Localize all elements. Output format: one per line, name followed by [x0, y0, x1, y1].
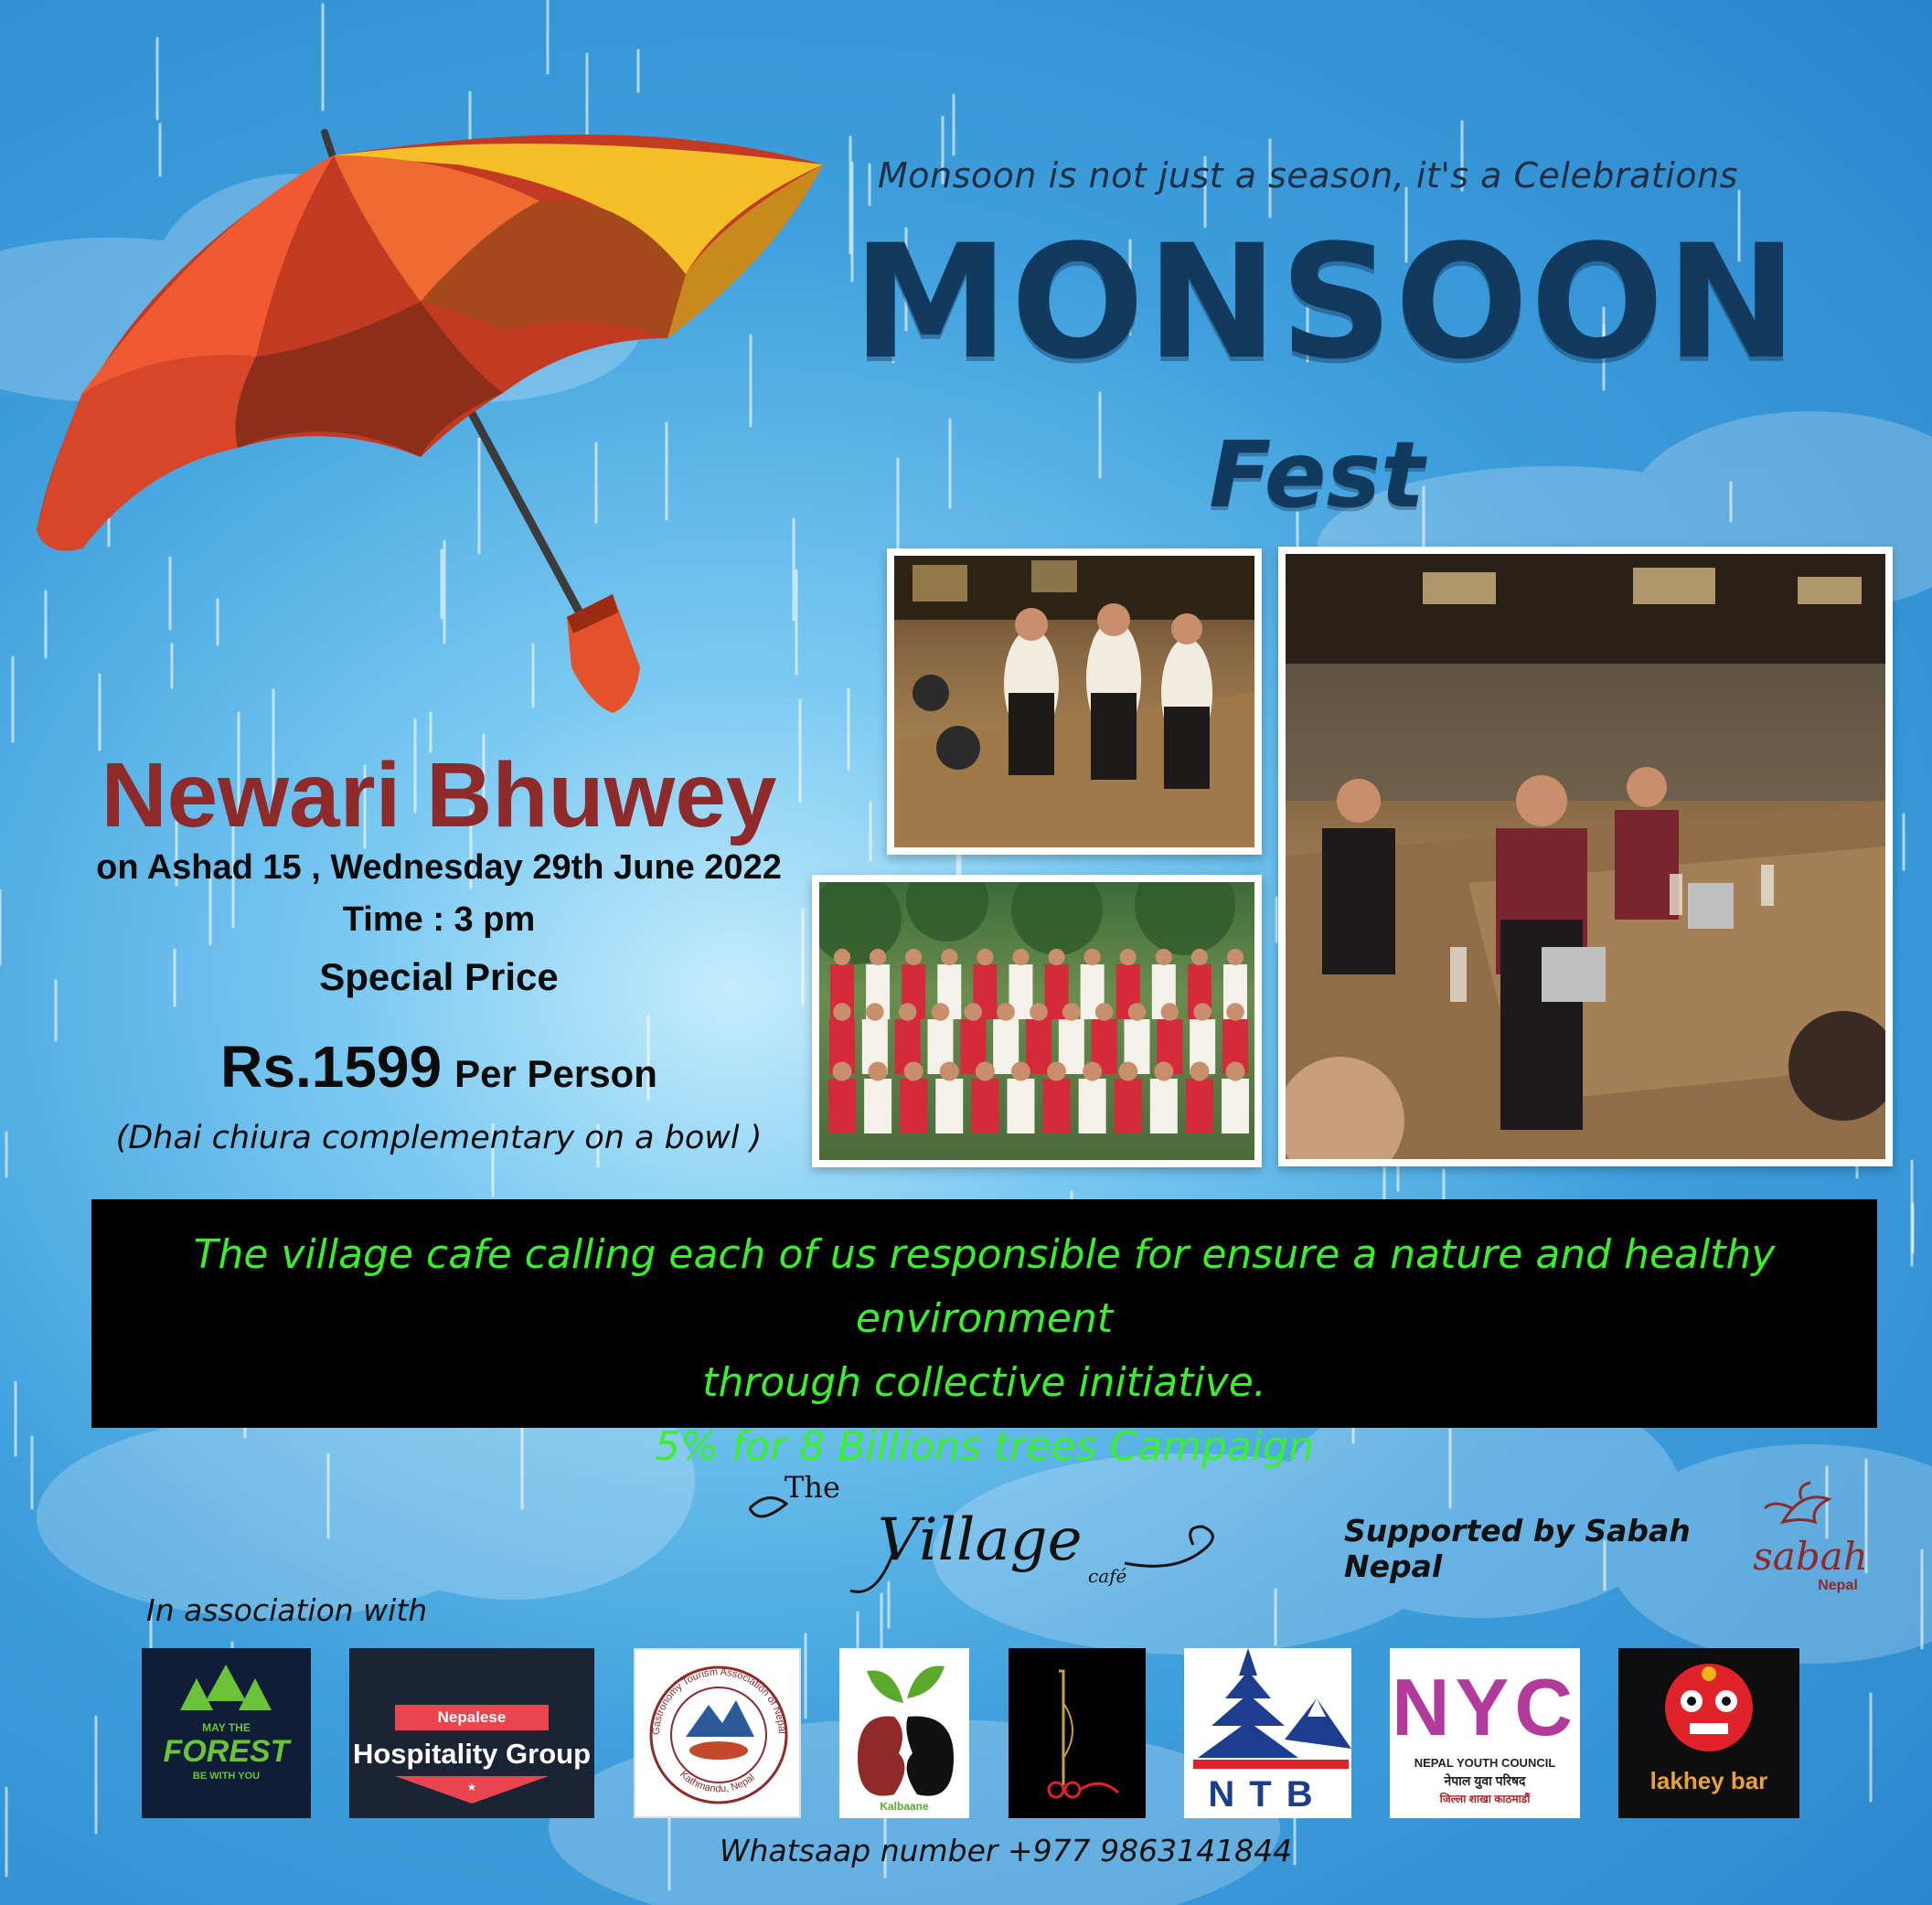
event-name: Newari Bhuwey [101, 744, 777, 846]
gastronomy-ring-top: Gastronomy Tourism Association of Nepal [650, 1666, 787, 1736]
sabah-logo-name: sabah [1753, 1534, 1868, 1579]
group-figure-head [1062, 1003, 1081, 1021]
group-figure-head [1012, 949, 1029, 965]
group-figure-body [1186, 1079, 1213, 1133]
group-figure-head [1193, 1003, 1212, 1021]
price-note: (Dhai chiura complementary on a bowl ) [115, 1120, 763, 1156]
partner-logo-lakhey [1618, 1648, 1799, 1818]
campaign-banner-text [91, 1223, 1877, 1479]
mountain-icon [686, 1700, 754, 1737]
group-figure-head [940, 1062, 959, 1081]
photo-serving [887, 548, 1262, 855]
umbrella-icon [27, 119, 832, 740]
group-figure-body [864, 1079, 891, 1133]
group-figure-head [1156, 949, 1172, 965]
group-figure-body [971, 1079, 998, 1133]
association-label: In association with [146, 1592, 428, 1628]
group-figure-head [833, 1003, 851, 1021]
ntb-label: NTB [1208, 1774, 1328, 1815]
gastronomy-seal [635, 1650, 801, 1818]
kalbaane-label: Kalbaane [880, 1800, 929, 1813]
special-price-label: Special Price [319, 955, 559, 998]
group-figure-head [1120, 949, 1137, 965]
group-figure-head [833, 1062, 852, 1081]
group-figure-body [1043, 1079, 1071, 1133]
group-figure-head [1226, 1003, 1244, 1021]
lakhey-mask-icon [1618, 1648, 1799, 1767]
whatsapp-number: Whatsaap number +977 9863141844 [719, 1833, 1293, 1868]
lakhey-label: lakhey bar [1649, 1767, 1768, 1794]
title-main: MONSOON [852, 210, 1799, 394]
partner-logo-ntb [1184, 1648, 1351, 1818]
partner-logo-hospitality [349, 1648, 594, 1818]
partner-logo-gastronomy [634, 1648, 801, 1818]
group-figure-head [932, 1003, 950, 1021]
group-figure-head [866, 1003, 884, 1021]
group-figure-head [1227, 949, 1244, 965]
partner-logo-kalbaane [839, 1648, 969, 1818]
group-figure-body [1222, 1079, 1249, 1133]
gastronomy-ring-bottom: Kathmandu, Nepal [678, 1769, 757, 1795]
instrument-icon [1009, 1648, 1146, 1818]
group-figure-body [1079, 1079, 1106, 1133]
group-figure-head [870, 949, 886, 965]
group-figure-body [935, 1079, 963, 1133]
group-figure-head [869, 1062, 888, 1081]
photo-dining-hall [1278, 547, 1893, 1166]
partner-logo-instrument [1009, 1648, 1146, 1818]
sabah-logo [1737, 1481, 1874, 1600]
campaign-banner [91, 1199, 1877, 1470]
group-figure-head [1011, 1062, 1030, 1081]
group-figure-body [828, 1079, 856, 1133]
group-figure-head [1154, 1062, 1173, 1081]
forest-line-2: FOREST [163, 1734, 290, 1769]
group-figure-head [977, 949, 993, 965]
forest-line-3: BE WITH YOU [192, 1771, 261, 1782]
bean-icon [839, 1648, 969, 1818]
group-figure-head [1083, 1062, 1102, 1081]
group-figure-head [965, 1003, 983, 1021]
group-figure-head [834, 949, 850, 965]
price-row [55, 1033, 823, 1101]
village-cafe-the: The [785, 1470, 840, 1505]
group-figure-head [976, 1062, 995, 1081]
group-figure-head [904, 1062, 923, 1081]
village-cafe-name: Village [878, 1506, 1083, 1574]
nyc-line-1: NEPAL YOUTH COUNCIL [1414, 1756, 1556, 1770]
group-figure-body [1115, 1079, 1142, 1133]
group-figure-head [941, 949, 957, 965]
group-figure-head [1030, 1003, 1048, 1021]
group-figure-body [1007, 1079, 1034, 1133]
forest-line-1: MAY THE [202, 1721, 251, 1734]
sabah-logo-sub: Nepal [1818, 1578, 1858, 1593]
title-sub: Fest [1209, 421, 1425, 528]
village-cafe-sub: café [1088, 1565, 1127, 1587]
hospitality-main: Hospitality Group [352, 1738, 592, 1770]
event-date: on Ashad 15 , Wednesday 29th June 2022 [96, 848, 782, 887]
group-figure-body [1150, 1079, 1178, 1133]
banner-line-1: The village cafe calling each of us responsible for ensure a nature and healthy environment [193, 1231, 1776, 1342]
hospitality-top: Nepalese [437, 1708, 507, 1726]
group-figure-head [905, 949, 922, 965]
event-time: Time : 3 pm [342, 900, 536, 939]
sabah-bird-icon [1737, 1481, 1874, 1536]
banner-line-2: through collective initiative. [702, 1359, 1266, 1406]
supported-by: Supported by Sabah Nepal [1344, 1513, 1691, 1584]
village-cafe-logo [741, 1463, 1234, 1600]
group-figure-head [1161, 1003, 1179, 1021]
group-figure-body [1026, 1019, 1051, 1074]
price-unit: Per Person [454, 1052, 657, 1095]
svg-text:★: ★ [466, 1781, 477, 1793]
nyc-line-2: नेपाल युवा परिषद [1444, 1773, 1526, 1788]
nyc-main: NYC [1392, 1662, 1578, 1752]
group-figure-head [899, 1003, 917, 1021]
group-figure-head [1118, 1062, 1137, 1081]
group-figure-head [1191, 949, 1208, 965]
group-figure-head [1048, 949, 1064, 965]
banner-line-3: 5% for 8 Billions trees Campaign [655, 1423, 1314, 1470]
tagline: Monsoon is not just a season, it's a Celebrations [878, 155, 1738, 196]
group-figure-body [900, 1079, 927, 1133]
partner-logo-nyc [1390, 1648, 1580, 1818]
hospitality-bottom-ribbon [349, 1776, 594, 1813]
group-figure-head [1095, 1003, 1114, 1021]
group-figure-head [1226, 1062, 1245, 1081]
nyc-line-3: जिल्ला शाखा काठमाडौं [1439, 1793, 1531, 1805]
group-figure-head [1084, 949, 1101, 965]
group-figure-head [1128, 1003, 1147, 1021]
price-amount: Rs.1599 [220, 1034, 443, 1100]
photo-group [812, 875, 1262, 1167]
group-figure-head [1047, 1062, 1066, 1081]
group-figure-head [1190, 1062, 1209, 1081]
group-figure-head [997, 1003, 1015, 1021]
partner-logo-forest [142, 1648, 311, 1818]
